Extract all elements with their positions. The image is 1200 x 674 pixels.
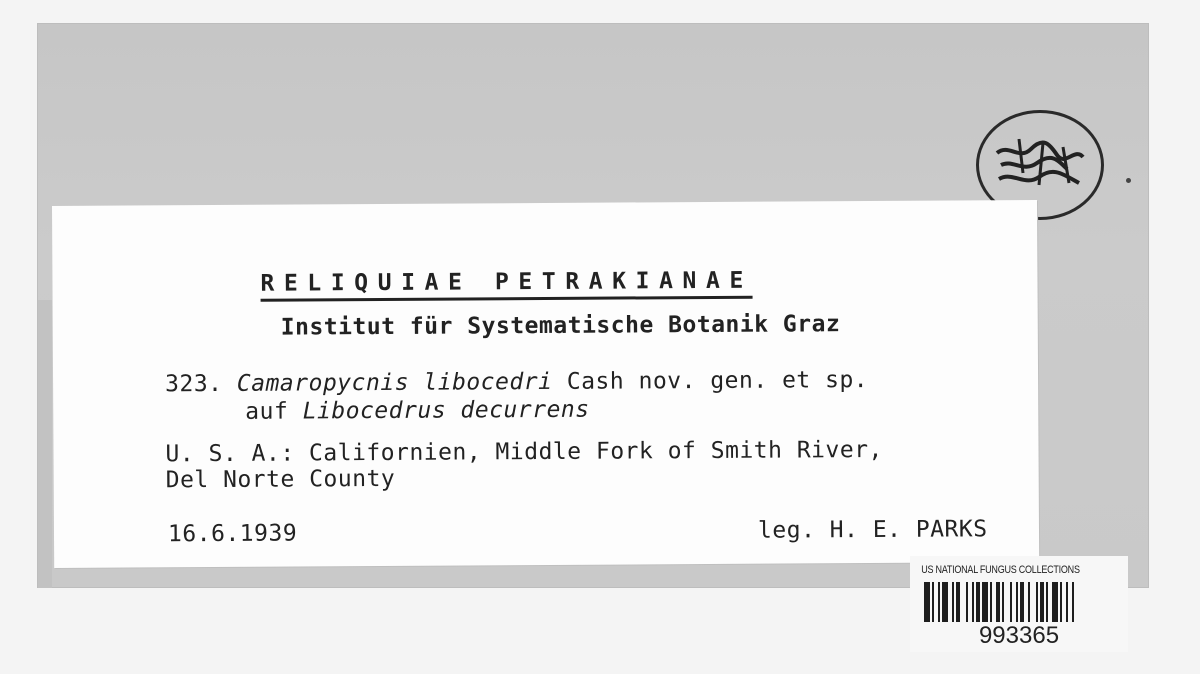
barcode-bar	[938, 582, 940, 622]
barcode-bar	[1052, 582, 1058, 622]
barcode-label	[910, 556, 1128, 652]
specimen-number: 323.	[165, 370, 223, 398]
barcode-bar	[1060, 582, 1062, 622]
barcode-number: 993365	[978, 622, 1060, 649]
barcode-bar	[952, 582, 954, 622]
barcode-bar	[1040, 582, 1044, 622]
barcode-bar	[956, 582, 960, 622]
packet-mark	[1126, 178, 1131, 183]
barcode-bar	[1020, 582, 1024, 622]
barcode-bar	[966, 582, 968, 622]
collection-date: 16.6.1939	[167, 520, 298, 548]
barcode-bars	[924, 582, 1114, 622]
barcode-bar	[1016, 582, 1018, 622]
barcode-bar	[932, 582, 934, 622]
barcode-bar	[942, 582, 948, 622]
host-prefix: auf	[245, 398, 303, 425]
locality-line-2: Del Norte County	[165, 465, 396, 494]
specimen-label	[52, 200, 1039, 568]
collector: leg. H. E. PARKS	[757, 516, 988, 544]
barcode-bar	[924, 582, 930, 622]
locality-line-1: U. S. A.: Californien, Middle Fork of Smith River,	[165, 436, 883, 468]
barcode-bar	[1046, 582, 1048, 622]
barcode-bar	[1002, 582, 1004, 622]
host-line	[245, 397, 589, 425]
barcode-bar	[976, 582, 980, 622]
barcode-bar	[1010, 582, 1012, 622]
barcode-bar	[990, 582, 992, 622]
taxon-authority: Cash nov. gen. et sp.	[552, 367, 869, 395]
taxon-name: Camaropycnis libocedri	[236, 368, 553, 397]
barcode-bar	[1036, 582, 1038, 622]
barcode-bar	[972, 582, 974, 622]
host-name: Libocedrus decurrens	[302, 396, 590, 425]
barcode-bar	[982, 582, 988, 622]
barcode-bar	[1066, 582, 1068, 622]
label-heading: RELIQUIAE PETRAKIANAE	[260, 268, 753, 302]
institute-line: Institut für Systematische Botanik Graz	[280, 311, 841, 341]
barcode-bar	[1028, 582, 1030, 622]
barcode-bar	[1072, 582, 1074, 622]
barcode-title: US NATIONAL FUNGUS COLLECTIONS	[921, 564, 1080, 576]
taxon-line	[165, 367, 868, 397]
barcode-bar	[996, 582, 1000, 622]
packet-flap-edge	[38, 300, 52, 588]
